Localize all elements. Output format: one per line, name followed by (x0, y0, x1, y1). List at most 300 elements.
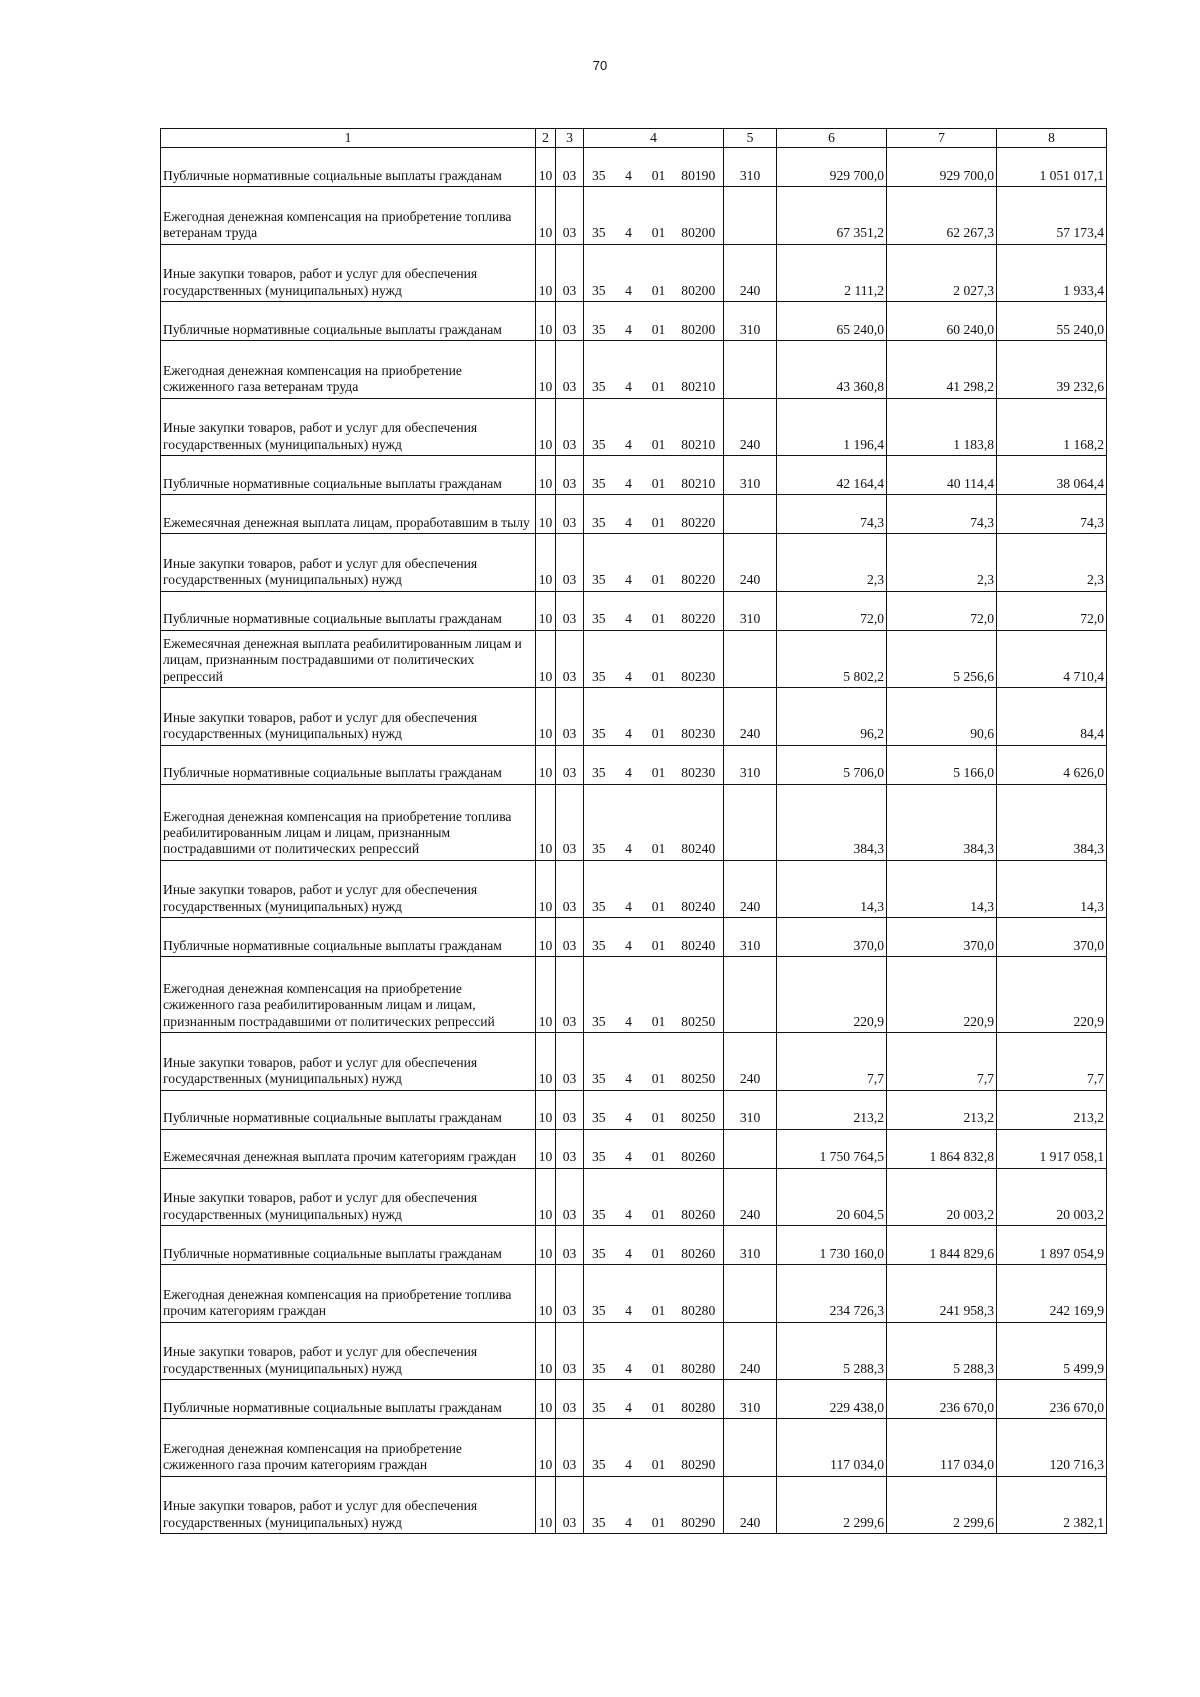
row-subsection: 03 (556, 688, 584, 746)
row-direction: 80220 (674, 534, 724, 592)
row-program: 35 (584, 1033, 614, 1091)
row-expense-type: 240 (724, 1476, 777, 1534)
row-expense-type: 310 (724, 456, 777, 495)
header-cell-2: 2 (536, 129, 556, 148)
row-value-8: 2 382,1 (997, 1476, 1107, 1534)
row-name: Ежегодная денежная компенсация на приобретение топлива реабилитированным лицам и лицам, признанным пострадавшими от политических репрессий (161, 784, 536, 860)
table-row (161, 495, 1107, 534)
row-expense-type: 240 (724, 534, 777, 592)
row-section: 10 (536, 1322, 556, 1380)
row-direction: 80230 (674, 630, 724, 688)
row-value-8: 220,9 (997, 957, 1107, 1033)
row-subsection: 03 (556, 630, 584, 688)
row-section: 10 (536, 1090, 556, 1129)
row-direction: 80280 (674, 1322, 724, 1380)
row-program: 35 (584, 1265, 614, 1323)
row-subsection: 03 (556, 1090, 584, 1129)
row-expense-type (724, 1265, 777, 1323)
row-program: 35 (584, 456, 614, 495)
row-program: 35 (584, 1476, 614, 1534)
row-value-6: 929 700,0 (777, 148, 887, 187)
row-name: Иные закупки товаров, работ и услуг для обеспечения государственных (муниципальных) нужд (161, 688, 536, 746)
row-name: Ежемесячная денежная выплата прочим категориям граждан (161, 1129, 536, 1168)
row-value-7: 62 267,3 (887, 187, 997, 245)
row-section: 10 (536, 1419, 556, 1477)
row-program: 35 (584, 1322, 614, 1380)
row-direction: 80250 (674, 957, 724, 1033)
row-value-7: 117 034,0 (887, 1419, 997, 1477)
row-subsection: 03 (556, 398, 584, 456)
row-value-8: 120 716,3 (997, 1419, 1107, 1477)
row-name: Ежемесячная денежная выплата лицам, проработавшим в тылу (161, 495, 536, 534)
row-value-8: 74,3 (997, 495, 1107, 534)
row-value-8: 38 064,4 (997, 456, 1107, 495)
table-row (161, 1265, 1107, 1323)
row-value-6: 1 730 160,0 (777, 1226, 887, 1265)
row-value-6: 14,3 (777, 860, 887, 918)
row-value-6: 43 360,8 (777, 341, 887, 399)
row-program: 35 (584, 1419, 614, 1477)
row-event: 01 (644, 1033, 674, 1091)
row-value-6: 5 802,2 (777, 630, 887, 688)
header-cell-7: 7 (887, 129, 997, 148)
row-expense-type: 310 (724, 148, 777, 187)
row-value-7: 5 256,6 (887, 630, 997, 688)
row-section: 10 (536, 860, 556, 918)
row-section: 10 (536, 495, 556, 534)
row-value-8: 20 003,2 (997, 1168, 1107, 1226)
row-value-6: 213,2 (777, 1090, 887, 1129)
row-section: 10 (536, 918, 556, 957)
row-subsection: 03 (556, 1129, 584, 1168)
row-event: 01 (644, 957, 674, 1033)
row-direction: 80260 (674, 1168, 724, 1226)
row-direction: 80280 (674, 1265, 724, 1323)
header-row (161, 129, 1107, 148)
row-expense-type: 240 (724, 1322, 777, 1380)
row-subprogram: 4 (614, 1265, 644, 1323)
row-value-7: 929 700,0 (887, 148, 997, 187)
row-section: 10 (536, 398, 556, 456)
row-section: 10 (536, 1033, 556, 1091)
row-value-6: 72,0 (777, 591, 887, 630)
row-direction: 80280 (674, 1380, 724, 1419)
row-direction: 80260 (674, 1129, 724, 1168)
row-subprogram: 4 (614, 1226, 644, 1265)
row-subprogram: 4 (614, 302, 644, 341)
table-row (161, 1476, 1107, 1534)
row-value-8: 1 051 017,1 (997, 148, 1107, 187)
row-value-8: 7,7 (997, 1033, 1107, 1091)
row-value-8: 14,3 (997, 860, 1107, 918)
row-subprogram: 4 (614, 495, 644, 534)
row-name: Публичные нормативные социальные выплаты гражданам (161, 1090, 536, 1129)
row-event: 01 (644, 148, 674, 187)
row-program: 35 (584, 784, 614, 860)
row-value-8: 1 933,4 (997, 244, 1107, 302)
row-section: 10 (536, 1168, 556, 1226)
row-subsection: 03 (556, 591, 584, 630)
row-event: 01 (644, 1226, 674, 1265)
row-direction: 80200 (674, 302, 724, 341)
row-value-7: 90,6 (887, 688, 997, 746)
row-program: 35 (584, 630, 614, 688)
row-subprogram: 4 (614, 630, 644, 688)
row-value-7: 2 027,3 (887, 244, 997, 302)
row-name: Ежегодная денежная компенсация на приобретение сжиженного газа прочим категориям граждан (161, 1419, 536, 1477)
row-value-6: 370,0 (777, 918, 887, 957)
row-event: 01 (644, 1476, 674, 1534)
table-body (161, 148, 1107, 1534)
row-subsection: 03 (556, 187, 584, 245)
row-direction: 80200 (674, 187, 724, 245)
row-direction: 80250 (674, 1090, 724, 1129)
row-value-6: 5 706,0 (777, 745, 887, 784)
row-name: Ежегодная денежная компенсация на приобретение сжиженного газа реабилитированным лицам и лицам, признанным пострадавшими от политических репрессий (161, 957, 536, 1033)
row-event: 01 (644, 1419, 674, 1477)
row-event: 01 (644, 187, 674, 245)
row-direction: 80230 (674, 688, 724, 746)
row-direction: 80250 (674, 1033, 724, 1091)
table-row (161, 1129, 1107, 1168)
row-value-7: 1 864 832,8 (887, 1129, 997, 1168)
row-program: 35 (584, 1090, 614, 1129)
row-subsection: 03 (556, 860, 584, 918)
row-subprogram: 4 (614, 341, 644, 399)
row-name: Иные закупки товаров, работ и услуг для обеспечения государственных (муниципальных) нужд (161, 1033, 536, 1091)
row-value-7: 2 299,6 (887, 1476, 997, 1534)
row-subsection: 03 (556, 1380, 584, 1419)
row-event: 01 (644, 688, 674, 746)
table-row (161, 534, 1107, 592)
row-value-8: 72,0 (997, 591, 1107, 630)
row-direction: 80210 (674, 398, 724, 456)
table-row (161, 860, 1107, 918)
row-section: 10 (536, 244, 556, 302)
row-value-8: 370,0 (997, 918, 1107, 957)
row-value-6: 117 034,0 (777, 1419, 887, 1477)
table-row (161, 341, 1107, 399)
row-subprogram: 4 (614, 1129, 644, 1168)
row-event: 01 (644, 398, 674, 456)
row-subsection: 03 (556, 1168, 584, 1226)
row-event: 01 (644, 591, 674, 630)
row-subsection: 03 (556, 784, 584, 860)
row-value-8: 242 169,9 (997, 1265, 1107, 1323)
row-expense-type (724, 957, 777, 1033)
row-value-6: 384,3 (777, 784, 887, 860)
row-expense-type (724, 1129, 777, 1168)
row-event: 01 (644, 1322, 674, 1380)
row-subprogram: 4 (614, 1380, 644, 1419)
row-subprogram: 4 (614, 187, 644, 245)
row-expense-type (724, 341, 777, 399)
row-program: 35 (584, 341, 614, 399)
row-direction: 80220 (674, 495, 724, 534)
header-cell-8: 8 (997, 129, 1107, 148)
row-program: 35 (584, 1226, 614, 1265)
table-row (161, 1226, 1107, 1265)
row-subsection: 03 (556, 957, 584, 1033)
row-direction: 80240 (674, 918, 724, 957)
row-value-7: 74,3 (887, 495, 997, 534)
row-event: 01 (644, 745, 674, 784)
row-name: Иные закупки товаров, работ и услуг для обеспечения государственных (муниципальных) нужд (161, 398, 536, 456)
row-direction: 80220 (674, 591, 724, 630)
row-value-8: 213,2 (997, 1090, 1107, 1129)
budget-table (160, 128, 1107, 1534)
row-value-6: 220,9 (777, 957, 887, 1033)
row-subsection: 03 (556, 1476, 584, 1534)
row-subsection: 03 (556, 341, 584, 399)
row-name: Публичные нормативные социальные выплаты гражданам (161, 148, 536, 187)
row-section: 10 (536, 1129, 556, 1168)
row-value-7: 5 166,0 (887, 745, 997, 784)
row-subsection: 03 (556, 1419, 584, 1477)
row-expense-type (724, 495, 777, 534)
row-name: Публичные нормативные социальные выплаты гражданам (161, 745, 536, 784)
header-cell-4: 4 (584, 129, 724, 148)
row-subprogram: 4 (614, 688, 644, 746)
table-row (161, 918, 1107, 957)
row-event: 01 (644, 1129, 674, 1168)
table-row (161, 398, 1107, 456)
row-program: 35 (584, 495, 614, 534)
row-program: 35 (584, 1380, 614, 1419)
row-expense-type (724, 784, 777, 860)
row-name: Публичные нормативные социальные выплаты гражданам (161, 1226, 536, 1265)
row-expense-type: 240 (724, 860, 777, 918)
row-name: Ежегодная денежная компенсация на приобретение топлива ветеранам труда (161, 187, 536, 245)
row-subsection: 03 (556, 1226, 584, 1265)
row-value-7: 40 114,4 (887, 456, 997, 495)
row-section: 10 (536, 688, 556, 746)
row-expense-type: 240 (724, 1168, 777, 1226)
row-section: 10 (536, 745, 556, 784)
row-value-6: 65 240,0 (777, 302, 887, 341)
table-row (161, 187, 1107, 245)
row-subprogram: 4 (614, 244, 644, 302)
row-value-8: 84,4 (997, 688, 1107, 746)
row-value-8: 1 897 054,9 (997, 1226, 1107, 1265)
row-name: Иные закупки товаров, работ и услуг для обеспечения государственных (муниципальных) нужд (161, 534, 536, 592)
row-program: 35 (584, 957, 614, 1033)
table-row (161, 1380, 1107, 1419)
row-value-7: 20 003,2 (887, 1168, 997, 1226)
row-name: Иные закупки товаров, работ и услуг для обеспечения государственных (муниципальных) нужд (161, 1168, 536, 1226)
row-direction: 80290 (674, 1476, 724, 1534)
table-row (161, 1419, 1107, 1477)
header-cell-5: 5 (724, 129, 777, 148)
row-event: 01 (644, 918, 674, 957)
row-subsection: 03 (556, 534, 584, 592)
row-subsection: 03 (556, 745, 584, 784)
row-section: 10 (536, 456, 556, 495)
row-direction: 80260 (674, 1226, 724, 1265)
row-value-7: 60 240,0 (887, 302, 997, 341)
row-section: 10 (536, 1476, 556, 1534)
row-subprogram: 4 (614, 1090, 644, 1129)
row-expense-type: 310 (724, 1380, 777, 1419)
row-program: 35 (584, 534, 614, 592)
row-subprogram: 4 (614, 456, 644, 495)
row-value-6: 42 164,4 (777, 456, 887, 495)
table-row (161, 745, 1107, 784)
table-row (161, 1090, 1107, 1129)
row-subprogram: 4 (614, 398, 644, 456)
row-event: 01 (644, 630, 674, 688)
row-value-8: 4 710,4 (997, 630, 1107, 688)
row-value-8: 1 168,2 (997, 398, 1107, 456)
row-expense-type: 310 (724, 1090, 777, 1129)
row-subprogram: 4 (614, 784, 644, 860)
page-number: 70 (592, 58, 608, 73)
row-value-8: 236 670,0 (997, 1380, 1107, 1419)
row-subsection: 03 (556, 1265, 584, 1323)
row-value-7: 1 183,8 (887, 398, 997, 456)
row-expense-type: 310 (724, 745, 777, 784)
row-subprogram: 4 (614, 860, 644, 918)
row-subsection: 03 (556, 1322, 584, 1380)
row-section: 10 (536, 148, 556, 187)
row-value-6: 96,2 (777, 688, 887, 746)
table-row (161, 302, 1107, 341)
row-value-7: 236 670,0 (887, 1380, 997, 1419)
row-expense-type: 240 (724, 688, 777, 746)
row-section: 10 (536, 1265, 556, 1323)
row-event: 01 (644, 1265, 674, 1323)
row-section: 10 (536, 302, 556, 341)
row-event: 01 (644, 1380, 674, 1419)
row-name: Публичные нормативные социальные выплаты гражданам (161, 918, 536, 957)
row-subprogram: 4 (614, 1419, 644, 1477)
row-value-7: 72,0 (887, 591, 997, 630)
row-subprogram: 4 (614, 1168, 644, 1226)
row-event: 01 (644, 534, 674, 592)
row-name: Публичные нормативные социальные выплаты гражданам (161, 456, 536, 495)
table-row (161, 456, 1107, 495)
row-value-6: 2 111,2 (777, 244, 887, 302)
row-value-7: 241 958,3 (887, 1265, 997, 1323)
row-value-7: 5 288,3 (887, 1322, 997, 1380)
row-expense-type: 310 (724, 918, 777, 957)
row-expense-type: 240 (724, 1033, 777, 1091)
row-program: 35 (584, 745, 614, 784)
row-name: Публичные нормативные социальные выплаты гражданам (161, 1380, 536, 1419)
row-expense-type (724, 1419, 777, 1477)
row-value-7: 220,9 (887, 957, 997, 1033)
row-value-6: 234 726,3 (777, 1265, 887, 1323)
row-expense-type: 240 (724, 398, 777, 456)
header-cell-6: 6 (777, 129, 887, 148)
row-value-8: 2,3 (997, 534, 1107, 592)
row-value-6: 20 604,5 (777, 1168, 887, 1226)
row-section: 10 (536, 1380, 556, 1419)
row-direction: 80200 (674, 244, 724, 302)
row-subsection: 03 (556, 244, 584, 302)
row-subsection: 03 (556, 1033, 584, 1091)
row-subprogram: 4 (614, 534, 644, 592)
table-row (161, 957, 1107, 1033)
row-value-7: 41 298,2 (887, 341, 997, 399)
row-subprogram: 4 (614, 957, 644, 1033)
row-expense-type: 240 (724, 244, 777, 302)
row-event: 01 (644, 1168, 674, 1226)
row-value-6: 5 288,3 (777, 1322, 887, 1380)
row-direction: 80240 (674, 860, 724, 918)
table-row (161, 1033, 1107, 1091)
row-section: 10 (536, 187, 556, 245)
row-value-8: 4 626,0 (997, 745, 1107, 784)
row-expense-type (724, 630, 777, 688)
row-subprogram: 4 (614, 148, 644, 187)
row-program: 35 (584, 860, 614, 918)
row-value-7: 14,3 (887, 860, 997, 918)
row-name: Иные закупки товаров, работ и услуг для обеспечения государственных (муниципальных) нужд (161, 860, 536, 918)
row-section: 10 (536, 1226, 556, 1265)
row-name: Ежегодная денежная компенсация на приобретение топлива прочим категориям граждан (161, 1265, 536, 1323)
row-name: Ежегодная денежная компенсация на приобретение сжиженного газа ветеранам труда (161, 341, 536, 399)
row-direction: 80210 (674, 341, 724, 399)
row-value-8: 55 240,0 (997, 302, 1107, 341)
row-subprogram: 4 (614, 1476, 644, 1534)
row-direction: 80190 (674, 148, 724, 187)
row-program: 35 (584, 244, 614, 302)
row-section: 10 (536, 784, 556, 860)
row-subprogram: 4 (614, 1033, 644, 1091)
row-subsection: 03 (556, 495, 584, 534)
row-name: Публичные нормативные социальные выплаты гражданам (161, 302, 536, 341)
row-expense-type: 310 (724, 302, 777, 341)
row-event: 01 (644, 244, 674, 302)
row-name: Ежемесячная денежная выплата реабилитированным лицам и лицам, признанным пострадавшими от политических репрессий (161, 630, 536, 688)
row-section: 10 (536, 591, 556, 630)
row-value-8: 384,3 (997, 784, 1107, 860)
row-section: 10 (536, 957, 556, 1033)
row-section: 10 (536, 534, 556, 592)
row-value-8: 39 232,6 (997, 341, 1107, 399)
row-value-7: 7,7 (887, 1033, 997, 1091)
row-subsection: 03 (556, 456, 584, 495)
row-program: 35 (584, 688, 614, 746)
row-value-7: 384,3 (887, 784, 997, 860)
row-name: Иные закупки товаров, работ и услуг для обеспечения государственных (муниципальных) нужд (161, 1322, 536, 1380)
row-value-6: 74,3 (777, 495, 887, 534)
row-event: 01 (644, 495, 674, 534)
row-value-8: 5 499,9 (997, 1322, 1107, 1380)
row-direction: 80210 (674, 456, 724, 495)
row-expense-type (724, 187, 777, 245)
table-row (161, 688, 1107, 746)
row-expense-type: 310 (724, 1226, 777, 1265)
row-subsection: 03 (556, 918, 584, 957)
row-program: 35 (584, 187, 614, 245)
row-direction: 80240 (674, 784, 724, 860)
row-section: 10 (536, 341, 556, 399)
row-subprogram: 4 (614, 1322, 644, 1380)
row-value-8: 1 917 058,1 (997, 1129, 1107, 1168)
row-program: 35 (584, 148, 614, 187)
header-cell-3: 3 (556, 129, 584, 148)
row-value-7: 1 844 829,6 (887, 1226, 997, 1265)
row-event: 01 (644, 860, 674, 918)
row-name: Иные закупки товаров, работ и услуг для обеспечения государственных (муниципальных) нужд (161, 244, 536, 302)
row-value-7: 2,3 (887, 534, 997, 592)
table-row (161, 591, 1107, 630)
row-subprogram: 4 (614, 745, 644, 784)
row-program: 35 (584, 1129, 614, 1168)
row-value-8: 57 173,4 (997, 187, 1107, 245)
